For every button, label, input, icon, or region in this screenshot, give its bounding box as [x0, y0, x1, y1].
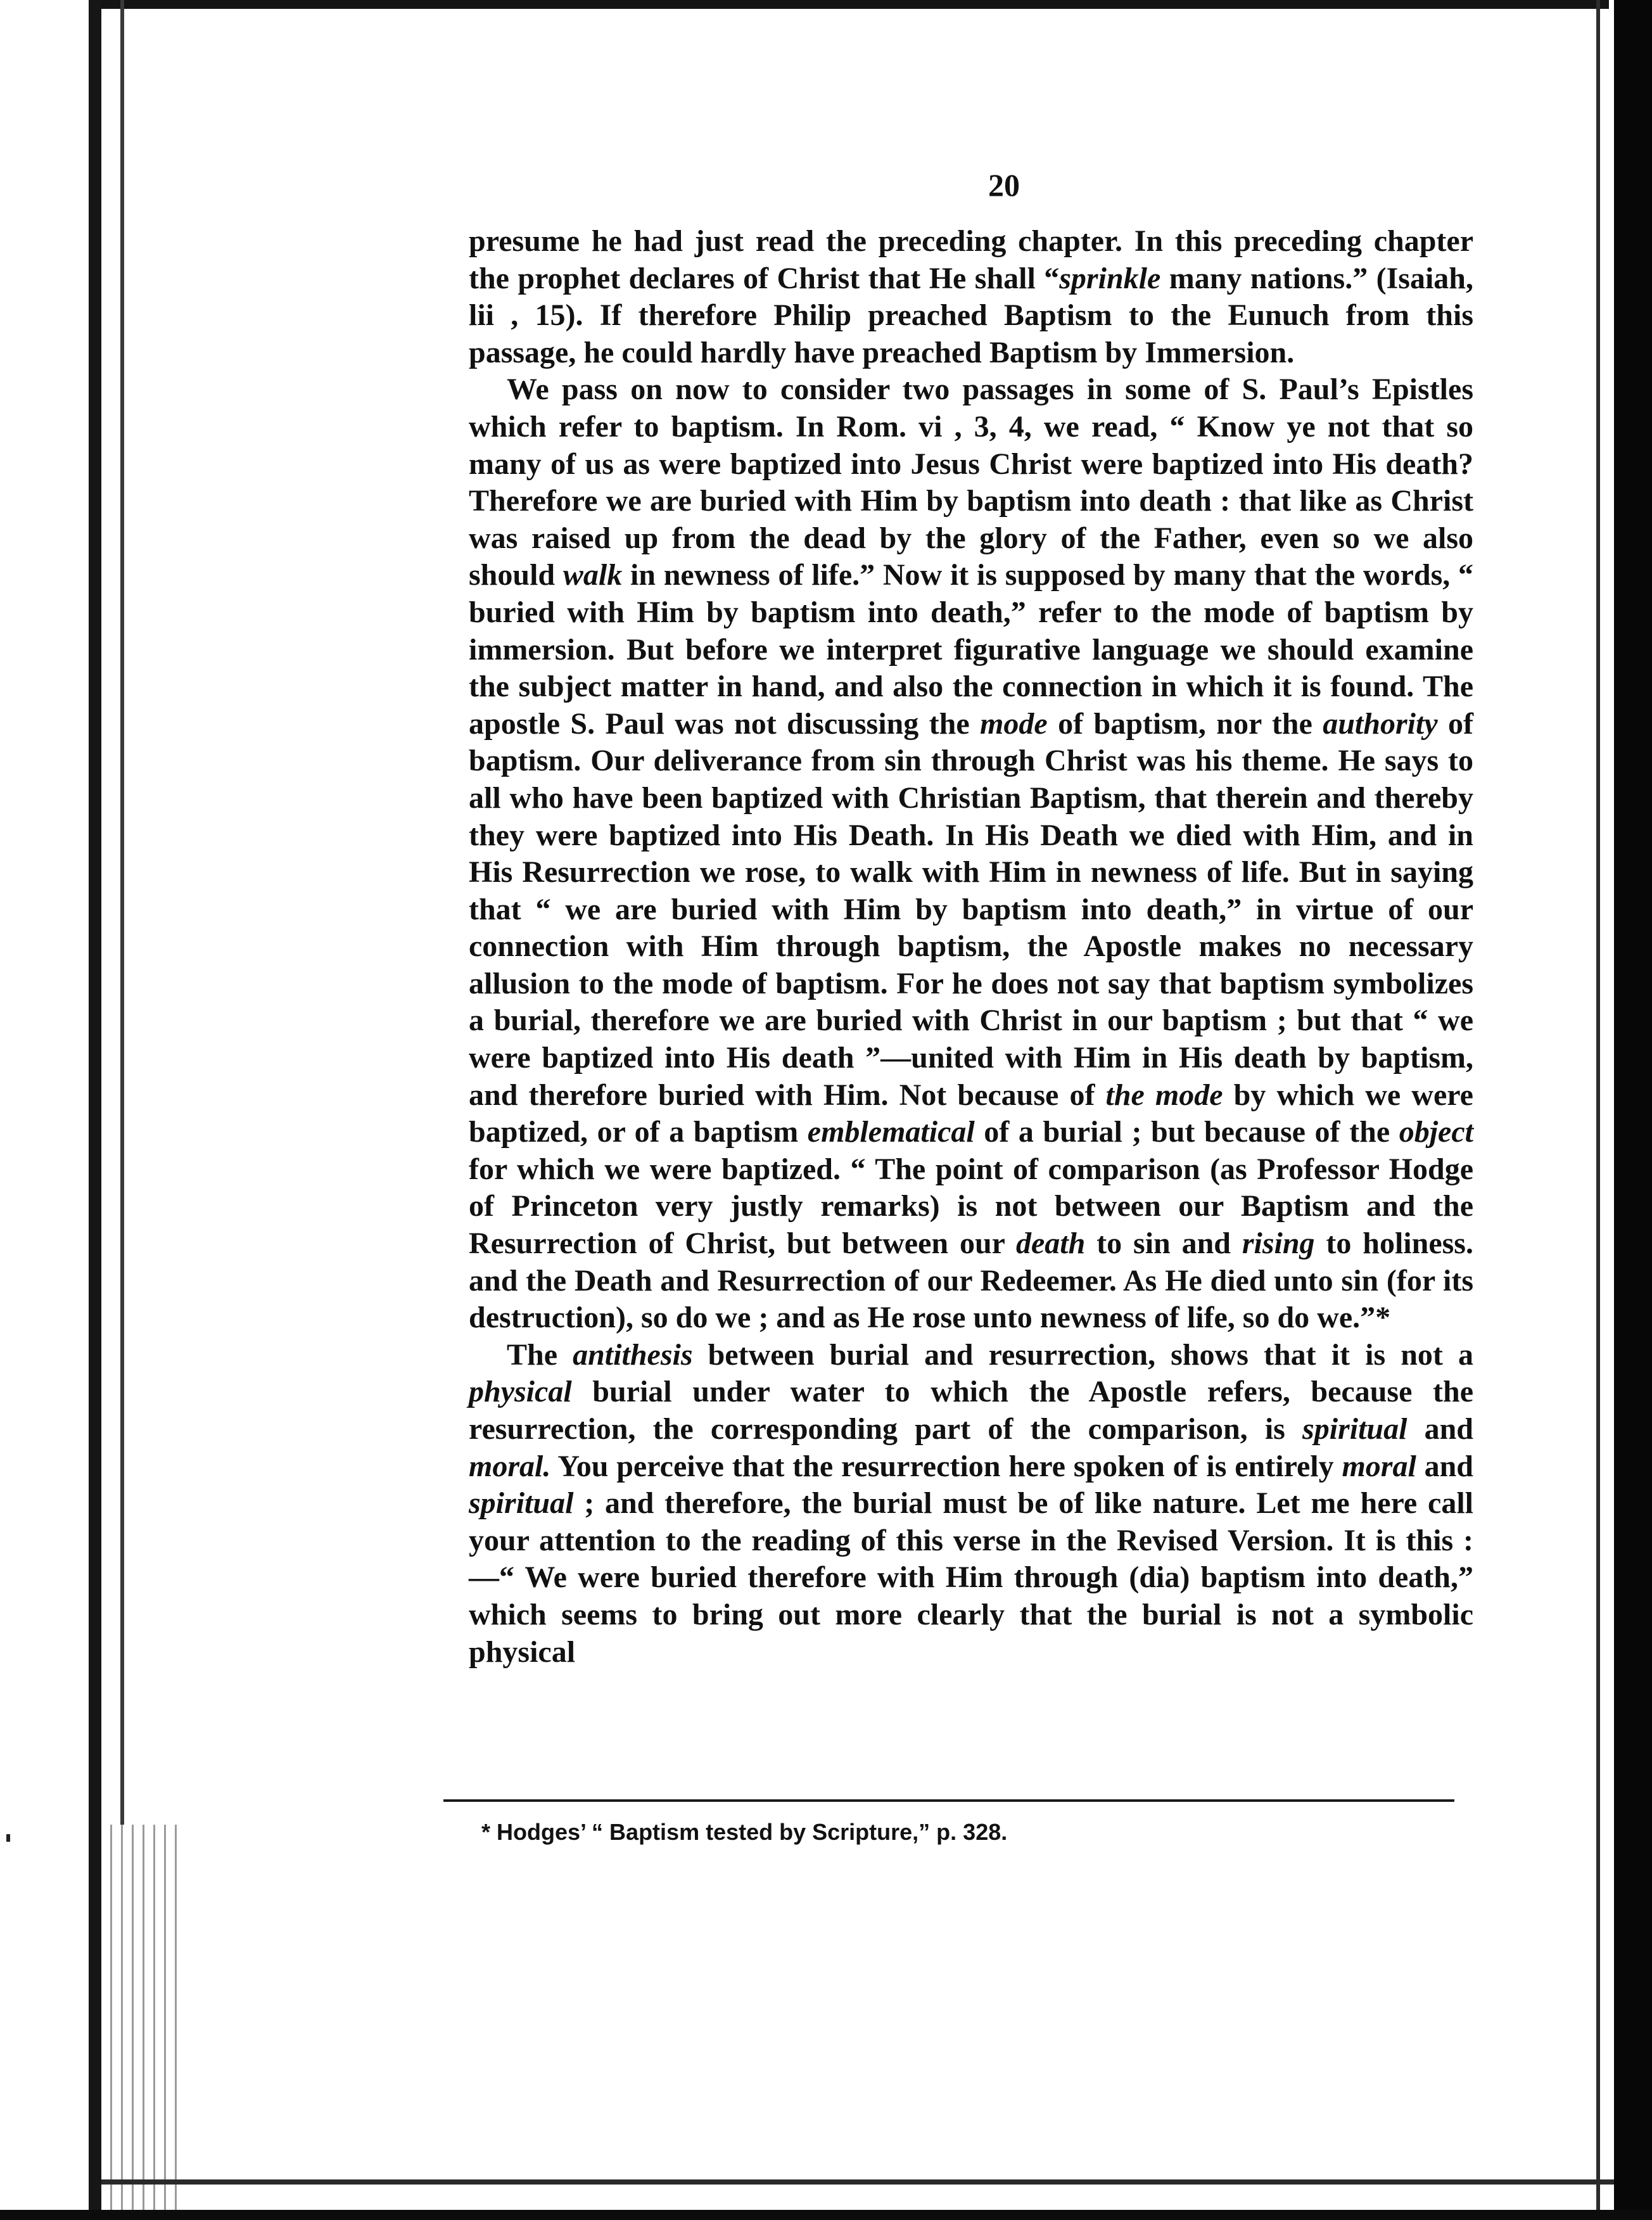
- text-run: You perceive that the resurrection here spoken of is entirely: [550, 1449, 1342, 1483]
- italic-phrase: walk: [562, 558, 623, 592]
- text-run: for which we were baptized. “ The point of comparison (as Professor Hodge of Princeton very justly remarks) is not between our Baptism and the Resurrection of Christ, but between our: [469, 1152, 1473, 1261]
- italic-phrase: physical: [469, 1375, 572, 1409]
- italic-phrase: mode: [980, 706, 1048, 741]
- text-run: many nations.” (Isaiah, lii , 15). If therefore Philip preached Baptism to the Eunuch from this passage, he could hardly have preached Baptism by Immersion.: [469, 261, 1473, 369]
- italic-phrase: sprinkle: [1059, 261, 1161, 295]
- body-text: [469, 223, 1473, 1671]
- text-run: presume he had just read the preceding chapter. In this preceding chapter the prophet declares of Christ that He shall “: [469, 224, 1473, 295]
- scan-border-right-line: [1596, 0, 1600, 2220]
- text-run: ; and therefore, the burial must be of like nature. Let me here call your attention to the reading of this verse in the Revised Version. It is this :—“ We were buried therefore with Him through (dia) baptism into death,” which seems to bring out more clearly that the burial is not a symbolic physical: [469, 1486, 1473, 1669]
- text-run: and: [1416, 1449, 1474, 1483]
- italic-phrase: moral.: [469, 1449, 551, 1483]
- scan-border-bottom: [0, 2210, 1652, 2220]
- text-run: to holiness. and the Death and Resurrection of our Redeemer. As He died unto sin (for its destruction), so do we ; and as He rose unto newness of life, so do we.”*: [469, 1227, 1473, 1335]
- scan-border-top: [95, 0, 1609, 9]
- scan-border-right: [1614, 0, 1652, 2220]
- italic-phrase: rising: [1242, 1227, 1315, 1261]
- italic-phrase: the mode: [1105, 1078, 1223, 1112]
- footnote: * Hodges’ “ Baptism tested by Scripture,” p. 328.: [481, 1819, 1008, 1845]
- italic-phrase: spiritual: [469, 1486, 574, 1521]
- text-run: of baptism, nor the: [1047, 706, 1323, 741]
- text-run: of baptism. Our deliverance from sin through Christ was his theme. He says to all who have been baptized with Christian Baptism, that therein and thereby they were baptized into His Death. In His Death we died with Him, and in His Resurrection we rose, to walk with Him in newness of life. But in saying that “ we are buried with Him by baptism into death,” in virtue of our connection with Him through baptism, the Apostle makes no necessary allusion to the mode of baptism. For he does not say that baptism symbolizes a burial, therefore we are buried with Christ in our baptism ; but that “ we were baptized into His death ”—united with Him in His death by baptism, and therefore buried with Him. Not because of: [469, 706, 1474, 1112]
- italic-phrase: moral: [1342, 1449, 1416, 1483]
- italic-phrase: object: [1399, 1115, 1473, 1149]
- scan-speck: [6, 1834, 10, 1842]
- page-number: 20: [988, 167, 1020, 203]
- text-run: and: [1407, 1412, 1474, 1446]
- text-run: We pass on now to consider two passages in some of S. Paul’s Epistles which refer to baptism. In Rom. vi , 3, 4, we read, “ Know ye not that so many of us as were baptized into Jesus Christ were baptized into His death? Therefore we are buried with Him by baptism into death : that like as Christ was raised up from the dead by the glory of the Father, even so we also should: [469, 373, 1473, 592]
- italic-phrase: spiritual: [1302, 1412, 1407, 1446]
- footnote-rule: [443, 1799, 1454, 1802]
- text-run: burial under water to which the Apostle refers, because the resurrection, the corresponding part of the comparison, is: [469, 1375, 1473, 1446]
- scan-border-left: [89, 0, 101, 2220]
- paragraph-3: [469, 1337, 1473, 1671]
- page-stack-edges: [101, 1825, 177, 2220]
- paragraph-1: [469, 223, 1473, 371]
- text-run: between burial and resurrection, shows that it is not a: [692, 1337, 1474, 1372]
- italic-phrase: emblematical: [807, 1115, 975, 1149]
- italic-phrase: death: [1015, 1227, 1086, 1261]
- text-run: by which we were baptized, or of a baptism: [469, 1078, 1473, 1149]
- text-run: The: [507, 1337, 573, 1372]
- text-run: in newness of life.” Now it is supposed by many that the words, “ buried with Him by baptism into death,” refer to the mode of baptism by immersion. But before we interpret figurative language we should examine the subject matter in hand, and also the connection in which it is found. The apostle S. Paul was not discussing the: [469, 558, 1473, 741]
- italic-phrase: authority: [1323, 706, 1438, 741]
- italic-phrase: antithesis: [573, 1337, 693, 1372]
- paragraph-2: [469, 371, 1473, 1336]
- text-run: of a burial ; but because of the: [974, 1115, 1399, 1149]
- text-run: to sin and: [1085, 1227, 1242, 1261]
- page-stack-bottom-edge: [101, 2179, 1622, 2185]
